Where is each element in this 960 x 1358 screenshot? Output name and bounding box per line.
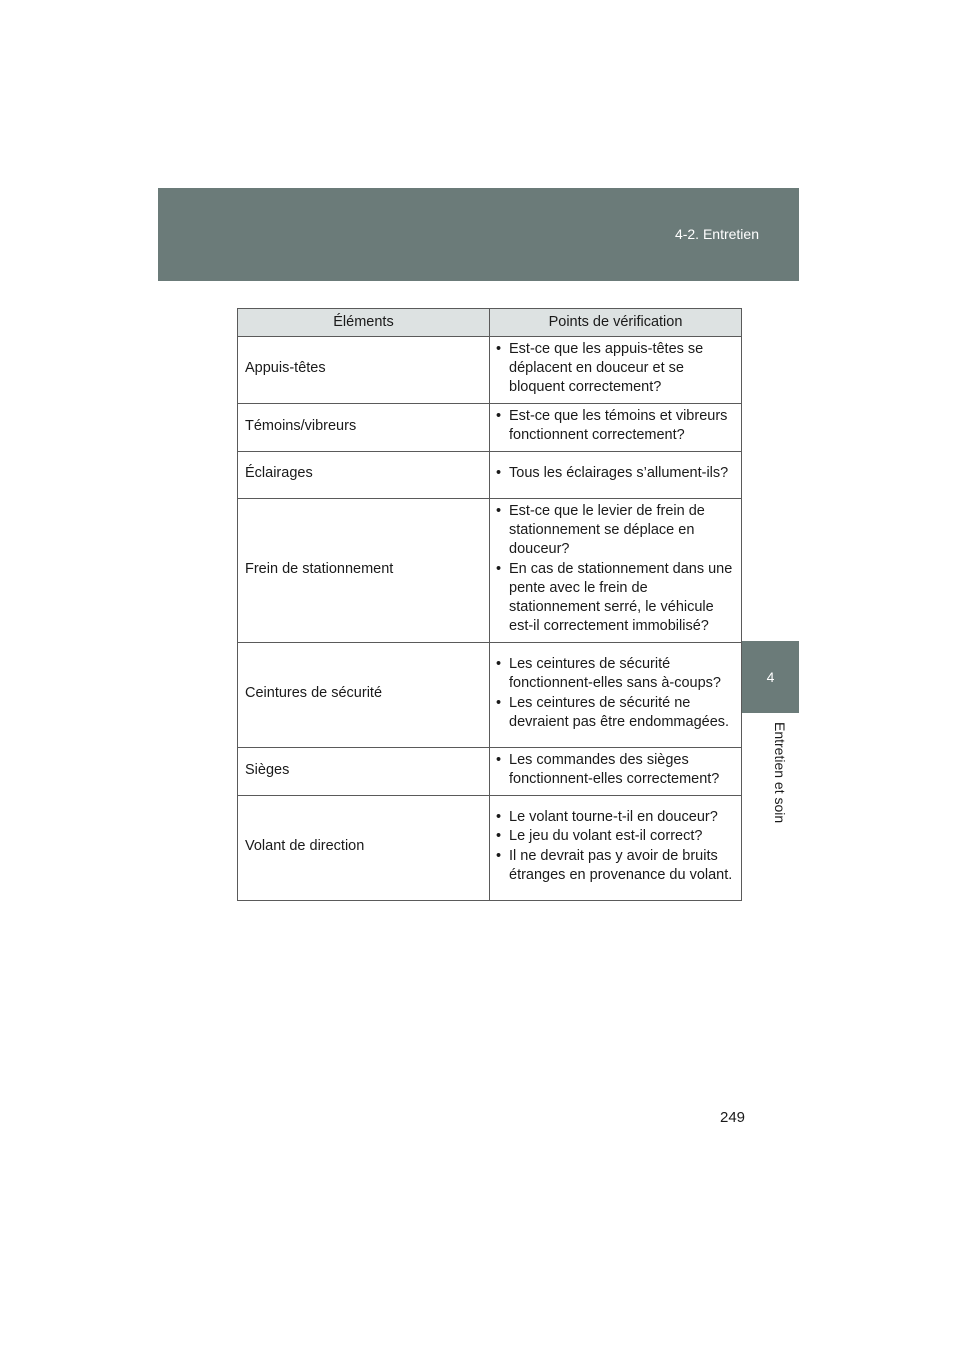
maintenance-check-table bbox=[237, 308, 742, 901]
table-row bbox=[238, 642, 742, 747]
table-row bbox=[238, 337, 742, 404]
row-item: Sièges bbox=[238, 747, 490, 795]
table-row bbox=[238, 403, 742, 451]
row-item: Frein de stationnement bbox=[238, 498, 490, 642]
check-point: • Le volant tourne-t-il en douceur? bbox=[496, 808, 737, 827]
row-check-points bbox=[490, 337, 742, 404]
row-item: Appuis-têtes bbox=[238, 337, 490, 404]
check-point: • Les ceintures de sécurité ne devraient pas être endommagées. bbox=[496, 694, 737, 732]
row-check-points bbox=[490, 498, 742, 642]
check-point: • Est-ce que les témoins et vibreurs fonctionnent correctement? bbox=[496, 407, 737, 445]
table-row bbox=[238, 795, 742, 900]
row-check-points bbox=[490, 642, 742, 747]
row-item: Éclairages bbox=[238, 451, 490, 498]
row-check-points bbox=[490, 795, 742, 900]
section-header-band bbox=[158, 188, 799, 281]
column-header-check-points: Points de vérification bbox=[490, 309, 742, 337]
row-item: Ceintures de sécurité bbox=[238, 642, 490, 747]
check-point: • Le jeu du volant est-il correct? bbox=[496, 827, 737, 846]
chapter-label: Entretien et soin bbox=[772, 722, 788, 824]
row-check-points bbox=[490, 747, 742, 795]
column-header-items: Éléments bbox=[238, 309, 490, 337]
table-row bbox=[238, 498, 742, 642]
table-row bbox=[238, 451, 742, 498]
row-item: Témoins/vibreurs bbox=[238, 403, 490, 451]
row-item: Volant de direction bbox=[238, 795, 490, 900]
row-check-points bbox=[490, 403, 742, 451]
table-header-row bbox=[238, 309, 742, 337]
check-point: • Est-ce que le levier de frein de stationnement se déplace en douceur? bbox=[496, 502, 737, 560]
chapter-number: 4 bbox=[766, 669, 775, 685]
check-point: • Il ne devrait pas y avoir de bruits étranges en provenance du volant. bbox=[496, 847, 737, 885]
check-point: • Les ceintures de sécurité fonctionnent-elles sans à-coups? bbox=[496, 655, 737, 693]
check-point: • Tous les éclairages s’allument-ils? bbox=[496, 464, 737, 483]
check-point: • Les commandes des sièges fonctionnent-elles correctement? bbox=[496, 751, 737, 789]
chapter-tab bbox=[742, 641, 799, 713]
table-row bbox=[238, 747, 742, 795]
section-title: 4-2. Entretien bbox=[674, 226, 759, 242]
check-point: • Est-ce que les appuis-têtes se déplacent en douceur et se bloquent correctement? bbox=[496, 340, 737, 398]
page-number: 249 bbox=[720, 1109, 746, 1126]
check-point: • En cas de stationnement dans une pente avec le frein de stationnement serré, le véhicule est-il correctement immobilisé? bbox=[496, 560, 737, 637]
row-check-points bbox=[490, 451, 742, 498]
